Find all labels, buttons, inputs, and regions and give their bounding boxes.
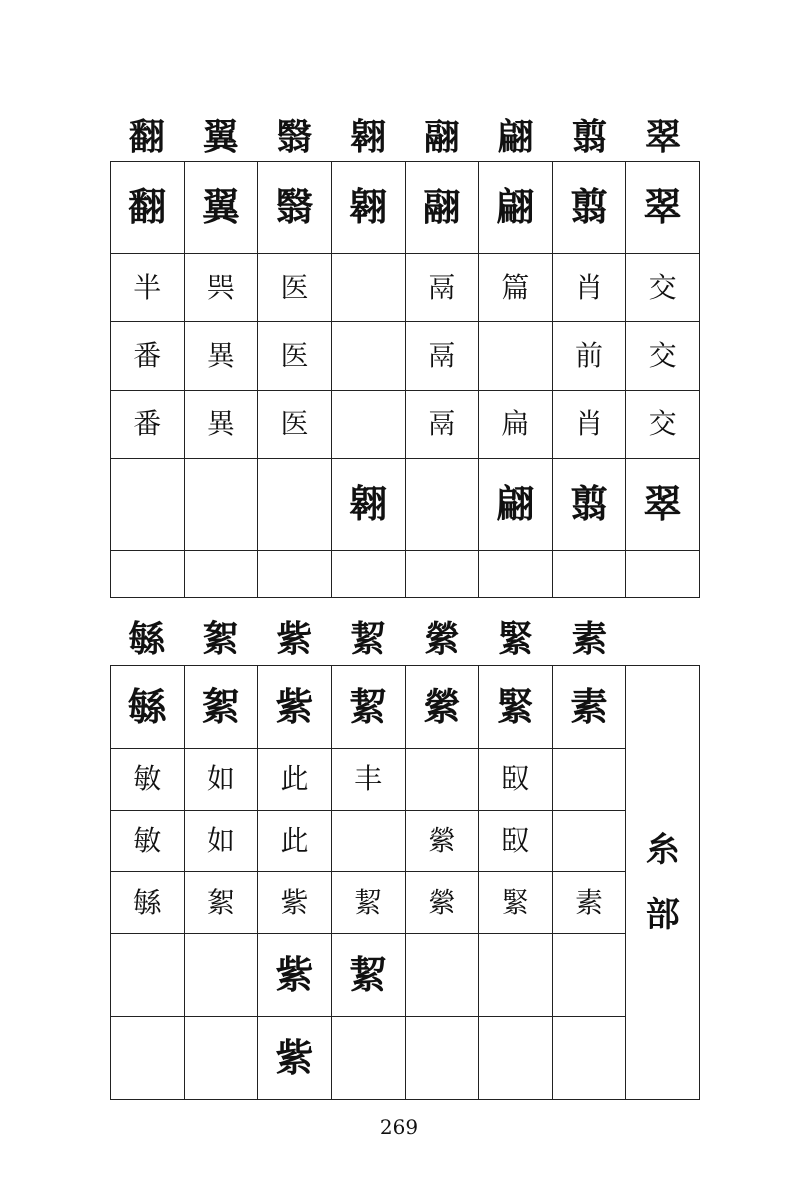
seal-script-glyph: 扁 <box>501 407 530 441</box>
table-cell <box>552 666 626 749</box>
seal-script-glyph: 医 <box>280 338 309 372</box>
seal-script-glyph: 緊 <box>496 683 535 729</box>
table-cell <box>626 550 700 597</box>
table-cell <box>405 458 479 550</box>
table-row <box>111 322 700 390</box>
column-header: 翻 <box>128 115 165 158</box>
table-cell <box>479 162 553 254</box>
bottom-section-headers <box>110 610 700 662</box>
seal-script-glyph: 縈 <box>427 824 456 857</box>
table-cell <box>552 458 626 550</box>
table-row <box>111 666 700 749</box>
table-cell <box>331 666 405 749</box>
seal-script-glyph: 翩 <box>496 184 535 230</box>
table-cell <box>552 748 626 810</box>
table-cell <box>111 458 185 550</box>
seal-script-glyph: 異 <box>206 338 235 372</box>
radical-label <box>626 818 699 947</box>
table-cell <box>552 872 626 934</box>
table-cell <box>552 322 626 390</box>
seal-script-glyph: 如 <box>206 824 235 857</box>
seal-script-glyph: 臤 <box>501 762 530 796</box>
seal-script-glyph: 此 <box>280 762 309 796</box>
table-cell <box>552 253 626 321</box>
table-cell <box>479 253 553 321</box>
seal-script-glyph: 敏 <box>133 762 162 796</box>
table-cell <box>184 934 258 1017</box>
column-header: 絮 <box>202 617 239 660</box>
table-cell <box>626 322 700 390</box>
table-row <box>111 458 700 550</box>
table-cell <box>552 810 626 872</box>
column-header: 紫 <box>276 617 313 660</box>
table-row <box>111 253 700 321</box>
seal-script-glyph: 絜 <box>349 952 388 998</box>
table-cell <box>479 810 553 872</box>
table-cell <box>331 550 405 597</box>
table-cell <box>111 666 185 749</box>
table-cell <box>258 810 332 872</box>
table-cell <box>626 458 700 550</box>
table-cell <box>184 253 258 321</box>
table-cell <box>626 253 700 321</box>
seal-script-glyph: 紫 <box>275 952 314 998</box>
table-cell <box>258 322 332 390</box>
table-cell <box>258 458 332 550</box>
column-header: 緐 <box>128 617 165 660</box>
table-row <box>111 390 700 458</box>
table-row <box>111 934 700 1017</box>
table-cell <box>405 872 479 934</box>
table-cell <box>184 872 258 934</box>
seal-script-glyph: 半 <box>133 270 162 304</box>
seal-script-glyph: 敏 <box>133 824 162 857</box>
seal-script-glyph: 翠 <box>643 481 682 527</box>
seal-script-glyph: 素 <box>570 683 609 729</box>
seal-script-glyph: 紫 <box>275 1035 314 1080</box>
table-cell <box>184 322 258 390</box>
table-cell <box>405 550 479 597</box>
seal-script-glyph: 翻 <box>128 184 167 230</box>
seal-script-glyph: 翠 <box>643 184 682 230</box>
column-header: 緊 <box>497 617 534 660</box>
table-cell <box>405 162 479 254</box>
table-cell <box>331 810 405 872</box>
table-cell <box>258 872 332 934</box>
table-cell <box>111 550 185 597</box>
table-cell <box>184 390 258 458</box>
table-cell <box>405 748 479 810</box>
seal-script-glyph: 番 <box>133 338 162 372</box>
table-cell <box>258 748 332 810</box>
table-cell <box>331 253 405 321</box>
seal-script-glyph: 紫 <box>280 885 309 919</box>
seal-script-glyph: 緊 <box>501 885 530 919</box>
seal-script-glyph: 篇 <box>501 270 530 304</box>
seal-script-glyph: 縈 <box>427 885 456 919</box>
table-cell <box>111 810 185 872</box>
seal-script-glyph: 翼 <box>201 184 240 230</box>
table-cell <box>479 934 553 1017</box>
seal-script-glyph: 交 <box>648 270 677 304</box>
page-number: 269 <box>379 1115 419 1139</box>
seal-script-glyph: 翮 <box>422 184 461 230</box>
table-cell <box>626 390 700 458</box>
seal-script-glyph: 肖 <box>575 407 604 441</box>
seal-script-glyph: 交 <box>648 407 677 441</box>
table-cell <box>184 748 258 810</box>
table-cell <box>258 666 332 749</box>
table-cell <box>331 934 405 1017</box>
seal-script-glyph: 絮 <box>206 885 235 919</box>
table-cell <box>111 322 185 390</box>
table-cell <box>184 810 258 872</box>
table-cell <box>479 550 553 597</box>
table-cell <box>184 666 258 749</box>
table-cell <box>552 162 626 254</box>
table-cell <box>111 162 185 254</box>
table-cell <box>479 1017 553 1100</box>
table-cell <box>405 322 479 390</box>
table-cell <box>331 458 405 550</box>
seal-script-glyph: 翩 <box>496 481 535 527</box>
radical-label-cell <box>626 666 700 1100</box>
table-cell <box>258 390 332 458</box>
table-cell <box>258 934 332 1017</box>
table-cell <box>552 390 626 458</box>
column-header: 素 <box>571 617 608 660</box>
table-cell <box>479 458 553 550</box>
table-cell <box>331 872 405 934</box>
column-header: 翱 <box>350 115 387 158</box>
seal-script-glyph: 医 <box>280 407 309 441</box>
table-cell <box>405 666 479 749</box>
seal-script-glyph: 鬲 <box>427 338 456 372</box>
table-cell <box>626 162 700 254</box>
seal-script-glyph: 此 <box>280 824 309 857</box>
seal-script-glyph: 前 <box>575 338 604 372</box>
table-cell <box>331 390 405 458</box>
seal-script-glyph: 番 <box>133 407 162 441</box>
table-cell <box>258 550 332 597</box>
seal-script-glyph: 緐 <box>133 885 162 919</box>
seal-script-glyph: 絮 <box>201 683 240 729</box>
seal-script-glyph: 翱 <box>349 481 388 527</box>
table-cell <box>184 458 258 550</box>
table-row <box>111 872 700 934</box>
seal-script-glyph: 翳 <box>275 184 314 230</box>
seal-script-glyph: 巺 <box>206 270 235 304</box>
column-header: 翮 <box>423 115 460 158</box>
radical-label-char: 部 <box>645 894 680 935</box>
table-cell <box>111 934 185 1017</box>
table-cell <box>479 748 553 810</box>
table-row <box>111 1017 700 1100</box>
seal-script-glyph: 臤 <box>501 824 530 857</box>
seal-script-glyph: 翱 <box>349 184 388 230</box>
seal-script-glyph: 肖 <box>575 270 604 304</box>
table-cell <box>184 162 258 254</box>
table-cell <box>552 550 626 597</box>
top-section-headers <box>110 108 700 160</box>
seal-script-glyph: 緐 <box>128 683 167 729</box>
column-header: 翠 <box>645 115 682 158</box>
bottom-character-table <box>110 665 700 1100</box>
table-cell <box>111 1017 185 1100</box>
seal-script-glyph: 医 <box>280 270 309 304</box>
seal-script-glyph: 絜 <box>354 885 383 919</box>
table-cell <box>258 1017 332 1100</box>
seal-script-glyph: 鬲 <box>427 407 456 441</box>
table-cell <box>479 390 553 458</box>
table-cell <box>479 666 553 749</box>
table-cell <box>331 322 405 390</box>
column-header: 翳 <box>276 115 313 158</box>
table-cell <box>479 322 553 390</box>
table-cell <box>331 1017 405 1100</box>
table-cell <box>111 872 185 934</box>
table-cell <box>111 253 185 321</box>
table-cell <box>331 748 405 810</box>
seal-script-glyph: 丰 <box>354 762 383 796</box>
seal-script-glyph: 如 <box>206 762 235 796</box>
table-cell <box>405 390 479 458</box>
table-cell <box>331 162 405 254</box>
table-cell <box>184 550 258 597</box>
seal-script-glyph: 縈 <box>422 683 461 729</box>
seal-script-glyph: 紫 <box>275 683 314 729</box>
table-cell <box>111 390 185 458</box>
table-cell <box>405 253 479 321</box>
seal-script-glyph: 翦 <box>570 184 609 230</box>
table-cell <box>258 162 332 254</box>
table-cell <box>552 934 626 1017</box>
top-character-table <box>110 161 700 598</box>
seal-script-glyph: 翦 <box>570 481 609 527</box>
table-cell <box>479 872 553 934</box>
seal-script-glyph: 交 <box>648 338 677 372</box>
table-cell <box>405 810 479 872</box>
column-header: 絜 <box>350 617 387 660</box>
table-cell <box>184 1017 258 1100</box>
table-cell <box>552 1017 626 1100</box>
column-header: 翦 <box>571 115 608 158</box>
seal-script-glyph: 鬲 <box>427 270 456 304</box>
seal-script-glyph: 異 <box>206 407 235 441</box>
table-row <box>111 748 700 810</box>
seal-script-glyph: 素 <box>575 885 604 919</box>
table-cell <box>258 253 332 321</box>
radical-label-char: 糸 <box>645 829 680 870</box>
seal-script-glyph: 絜 <box>349 683 388 729</box>
table-row <box>111 162 700 254</box>
table-row <box>111 810 700 872</box>
table-cell <box>111 748 185 810</box>
table-cell <box>405 934 479 1017</box>
column-header: 縈 <box>423 617 460 660</box>
table-row <box>111 550 700 597</box>
column-header: 翩 <box>497 115 534 158</box>
table-cell <box>405 1017 479 1100</box>
column-header: 翼 <box>202 115 239 158</box>
